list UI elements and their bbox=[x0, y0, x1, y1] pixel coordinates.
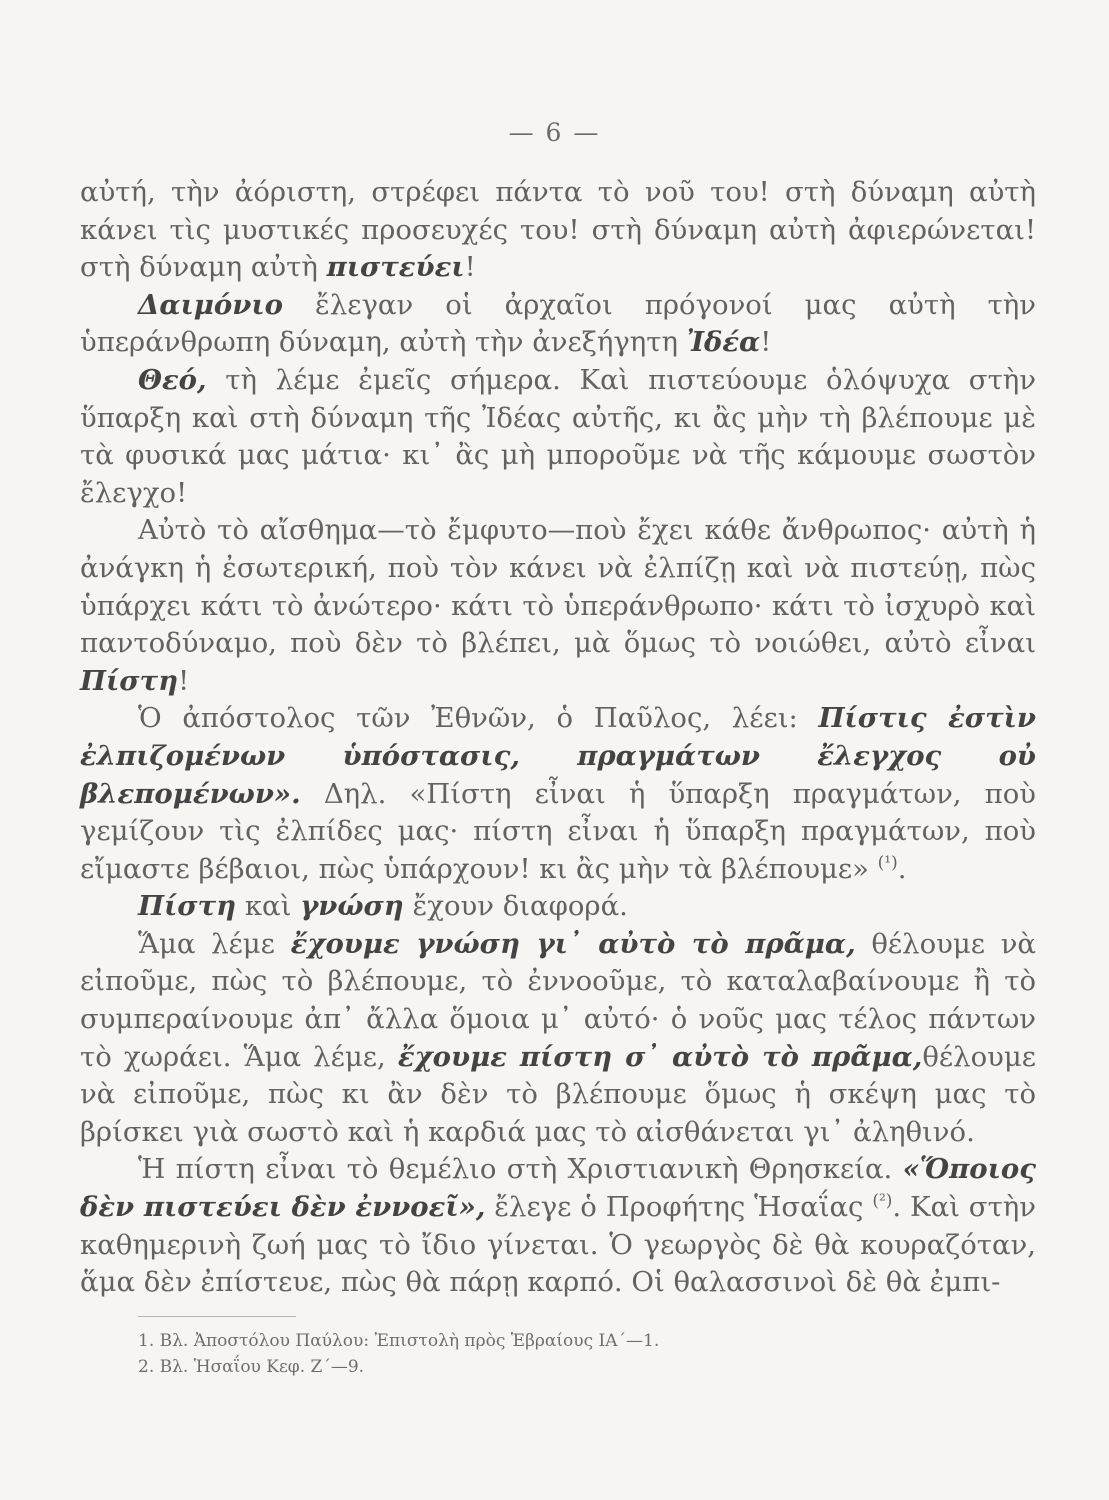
text-run: . bbox=[897, 852, 907, 885]
text-run: θέλουμε νὰ εἰποῦμε, πὼς κι ἂν δὲν τὸ βλέπουμε ὅμως ἡ σκέψη μας τὸ βρίσκει γιὰ σωστὸ καὶ ἡ καρδιά μας τὸ αἰσθάνεται γι᾽ ἀληθινό. bbox=[80, 1040, 1036, 1148]
emphasis-text: Ἰδέα bbox=[686, 326, 761, 359]
paragraph-p1 bbox=[80, 174, 1036, 287]
paragraph-p2 bbox=[80, 287, 1036, 362]
emphasis-text: Πίστη bbox=[80, 664, 179, 697]
emphasis-text: Δαιμόνιο bbox=[138, 288, 284, 321]
text-run: Ἡ πίστη εἶναι τὸ θεμέλιο στὴ Χριστιανικὴ Θρησκεία. bbox=[138, 1153, 903, 1186]
paragraph-p7 bbox=[80, 926, 1036, 1152]
emphasis-text: Πίστις ἐστὶν ἐλπιζομένων ὑπόστασις, πραγμάτων ἔλεγχος οὐ βλεπομένων». bbox=[80, 702, 1036, 810]
text-run: ἔχουν διαφορά. bbox=[403, 890, 628, 923]
paragraph-p8 bbox=[80, 1151, 1036, 1301]
text-run: ! bbox=[178, 664, 190, 697]
text-run: αὐτή, τὴν ἀόριστη, στρέφει πάντα τὸ νοῦ του! στὴ δύναμη αὐτὴ κάνει τὶς μυστικές προσευχές του! στὴ δύναμη αὐτὴ ἀφιερώνεται! στὴ δύναμη αὐτὴ bbox=[80, 176, 1036, 284]
emphasis-text: Πίστη bbox=[138, 890, 237, 923]
footnote-reference: (²) bbox=[872, 1190, 893, 1211]
text-run: Ὁ ἀπόστολος τῶν Ἐθνῶν, ὁ Παῦλος, λέει: bbox=[138, 702, 819, 735]
text-run: . Καὶ στὴν καθημερινὴ ζωή μας τὸ ἴδιο γίνεται. Ὁ γεωργὸς δὲ θὰ κουραζόταν, ἅμα δὲν ἐπίστευε, πὼς θὰ πάρῃ καρπό. Οἱ θαλασσινοὶ δὲ θὰ ἐμπι- bbox=[80, 1191, 1036, 1299]
footnote-reference: (¹) bbox=[877, 852, 898, 873]
paragraph-p3 bbox=[80, 362, 1036, 512]
footnotes bbox=[138, 1328, 938, 1380]
text-run: ! bbox=[760, 326, 772, 359]
paragraph-p4 bbox=[80, 512, 1036, 700]
emphasis-text: πιστεύει bbox=[326, 251, 465, 284]
emphasis-text: ἔχουμε πίστη σ᾽ αὐτὸ τὸ πρᾶμα, bbox=[397, 1040, 923, 1073]
text-run: καὶ bbox=[236, 890, 301, 923]
text-run: Αὐτὸ τὸ αἴσθημα—τὸ ἔμφυτο—ποὺ ἔχει κάθε ἄνθρωπος· αὐτὴ ἡ ἀνάγκη ἡ ἐσωτερική, ποὺ τὸν κάνει νὰ ἐλπίζῃ καὶ νὰ πιστεύῃ, πὼς ὑπάρχει κάτι τὸ ἀνώτερο· κάτι τὸ ὑπεράνθρωπο· κάτι τὸ ἰσχυρὸ καὶ παντοδύναμο, ποὺ δὲν τὸ βλέπει, μὰ ὅμως τὸ νοιώθει, αὐτὸ εἶναι bbox=[80, 514, 1036, 660]
footnote-divider bbox=[138, 1316, 296, 1317]
emphasis-text: ἔχουμε γνώση γι᾽ αὐτὸ τὸ πρᾶμα, bbox=[290, 927, 856, 960]
emphasis-text: Θεό, bbox=[138, 363, 207, 396]
text-run: Ἅμα λέμε bbox=[138, 927, 291, 960]
text-run: Δηλ. «Πίστη εἶναι ἡ ὕπαρξη πραγμάτων, ποὺ γεμίζουν τὶς ἐλπίδες μας· πίστη εἶναι ἡ ὕπαρξη πραγμάτων, ποὺ εἴμαστε βέβαιοι, πὼς ὑπάρχουν! κι ἂς μὴν τὰ βλέπουμε» bbox=[80, 777, 1036, 885]
emphasis-text: γνώση bbox=[300, 890, 404, 923]
text-run: ἔλεγαν οἱ ἀρχαῖοι πρόγονοί μας αὐτὴ τὴν ὑπεράνθρωπη δύναμη, αὐτὴ τὴν ἀνεξήγητη bbox=[80, 288, 1036, 359]
text-run: τὴ λέμε ἐμεῖς σήμερα. Καὶ πιστεύουμε ὁλόψυχα στὴν ὕπαρξη καὶ στὴ δύναμη τῆς Ἰδέας αὐτῆς, κι ἂς μὴν τὴ βλέπουμε μὲ τὰ φυσικά μας μάτια· κι᾽ ἂς μὴ μποροῦμε νὰ τῆς κάμουμε σωστὸν ἔλεγχο! bbox=[80, 363, 1036, 509]
paragraph-p5 bbox=[80, 700, 1036, 888]
emphasis-text: «Ὅποιος δὲν πιστεύει δὲν ἐννοεῖ», bbox=[80, 1153, 1036, 1224]
text-run: ! bbox=[464, 251, 476, 284]
page-number: — 6 — bbox=[508, 118, 601, 147]
body-text bbox=[80, 174, 1036, 1302]
footnote-2: 2. Βλ. Ἡσαΐου Κεφ. Ζ΄—9. bbox=[138, 1357, 365, 1377]
paragraph-p6 bbox=[80, 888, 1036, 926]
text-run: θέλουμε νὰ εἰποῦμε, πὼς τὸ βλέπουμε, τὸ ἐννοοῦμε, τὸ καταλαβαίνουμε ἢ τὸ συμπεραίνουμε ἀπ᾽ ἄλλα ὅμοια μ᾽ αὐτό· ὁ νοῦς μας τέλος πάντων τὸ χωράει. Ἅμα λέμε, bbox=[80, 927, 1036, 1073]
footnote-1: 1. Βλ. Ἀποστόλου Παύλου: Ἐπιστολὴ πρὸς Ἑβραίους ΙΑ΄—1. bbox=[138, 1331, 660, 1351]
text-run: ἔλεγε ὁ Προφήτης Ἡσαΐας bbox=[485, 1191, 873, 1224]
